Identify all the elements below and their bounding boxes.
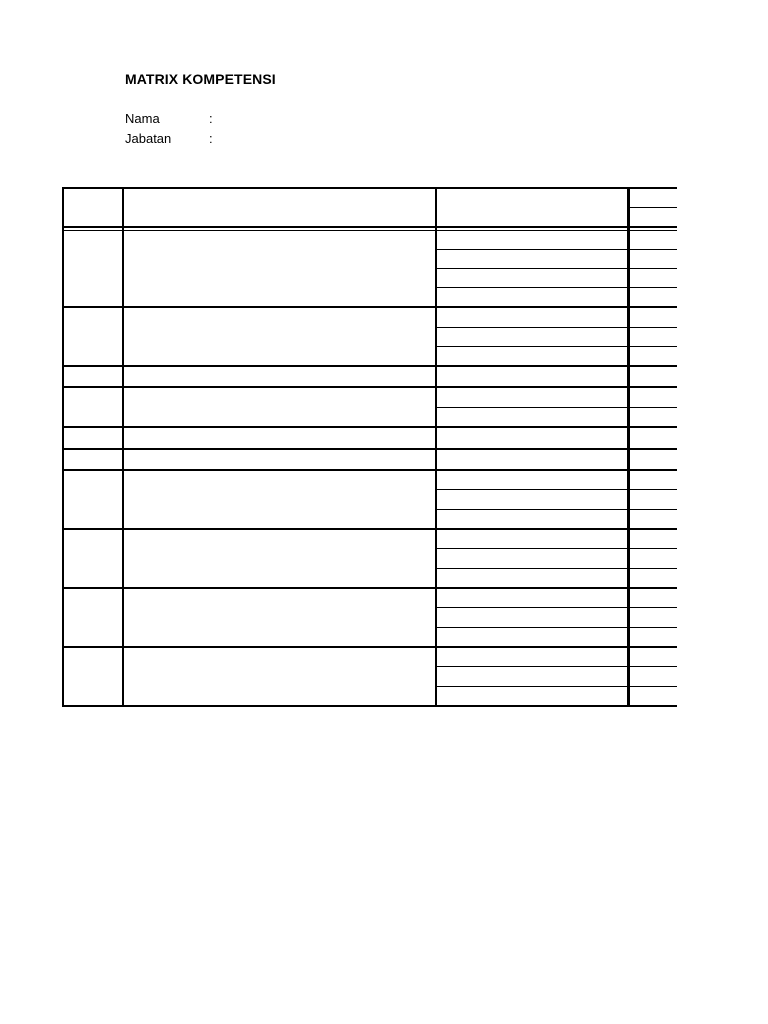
level-1-cell[interactable] bbox=[628, 470, 677, 489]
level-1-cell[interactable] bbox=[628, 229, 677, 249]
kompetensi-item bbox=[436, 568, 628, 588]
kompetensi-item bbox=[436, 666, 628, 686]
row-number bbox=[62, 427, 123, 449]
level-1-cell[interactable] bbox=[628, 427, 677, 449]
header-kompetensi bbox=[436, 187, 628, 227]
level-1-cell[interactable] bbox=[628, 407, 677, 427]
header-double-border bbox=[62, 230, 677, 231]
kompetensi-item bbox=[436, 268, 628, 287]
level-1-cell[interactable] bbox=[628, 529, 677, 548]
level-header-divider bbox=[628, 207, 677, 208]
row-number bbox=[62, 529, 123, 588]
row-number bbox=[62, 470, 123, 529]
level-1-cell[interactable] bbox=[628, 627, 677, 647]
header-job-description bbox=[123, 187, 436, 227]
kompetensi-item bbox=[436, 470, 628, 489]
header-bottom-border bbox=[62, 226, 677, 228]
job-description bbox=[123, 588, 436, 647]
row-number bbox=[62, 366, 123, 387]
competency-table bbox=[62, 187, 677, 707]
row-number bbox=[62, 307, 123, 366]
level-1-cell[interactable] bbox=[628, 346, 677, 366]
kompetensi-item bbox=[436, 449, 628, 470]
kompetensi-item bbox=[436, 489, 628, 509]
level-1-cell[interactable] bbox=[628, 686, 677, 706]
level-1-cell[interactable] bbox=[628, 607, 677, 627]
table-top-border bbox=[62, 187, 677, 189]
kompetensi-item bbox=[436, 307, 628, 327]
kompetensi-item bbox=[436, 366, 628, 387]
kompetensi-item bbox=[436, 529, 628, 548]
header-no bbox=[62, 187, 123, 227]
jabatan-label: Jabatan bbox=[125, 131, 172, 146]
level-1-cell[interactable] bbox=[628, 647, 677, 666]
job-description bbox=[123, 366, 436, 387]
kompetensi-item bbox=[436, 327, 628, 346]
level-1-cell[interactable] bbox=[628, 249, 677, 268]
level-1-cell[interactable] bbox=[628, 307, 677, 327]
level-1-cell[interactable] bbox=[628, 588, 677, 607]
job-description bbox=[123, 229, 436, 307]
job-description bbox=[123, 307, 436, 366]
group-bottom-border bbox=[62, 705, 677, 707]
kompetensi-item bbox=[436, 249, 628, 268]
header-level-1 bbox=[648, 207, 677, 227]
job-description bbox=[123, 529, 436, 588]
level-1-cell[interactable] bbox=[628, 449, 677, 470]
level-1-cell[interactable] bbox=[628, 548, 677, 568]
column-border-kompetensi bbox=[627, 187, 630, 706]
level-1-cell[interactable] bbox=[628, 327, 677, 346]
kompetensi-item bbox=[436, 607, 628, 627]
kompetensi-item bbox=[436, 407, 628, 427]
column-border-job bbox=[435, 187, 437, 706]
level-1-cell[interactable] bbox=[628, 287, 677, 307]
kompetensi-item bbox=[436, 287, 628, 307]
kompetensi-item bbox=[436, 229, 628, 249]
level-1-cell[interactable] bbox=[628, 366, 677, 387]
table-left-border bbox=[62, 187, 64, 706]
kompetensi-item bbox=[436, 647, 628, 666]
level-1-cell[interactable] bbox=[628, 666, 677, 686]
nama-label: Nama bbox=[125, 111, 160, 126]
row-number bbox=[62, 647, 123, 706]
job-description bbox=[123, 449, 436, 470]
job-description bbox=[123, 647, 436, 706]
kompetensi-item bbox=[436, 346, 628, 366]
job-description bbox=[123, 387, 436, 427]
row-number bbox=[62, 387, 123, 427]
page-title: MATRIX KOMPETENSI bbox=[125, 71, 276, 87]
kompetensi-item bbox=[436, 588, 628, 607]
job-description bbox=[123, 470, 436, 529]
kompetensi-item bbox=[436, 627, 628, 647]
competency-table-grid bbox=[62, 187, 677, 707]
row-number bbox=[62, 588, 123, 647]
header-level bbox=[650, 187, 677, 207]
jabatan-colon: : bbox=[209, 131, 213, 146]
level-1-cell[interactable] bbox=[628, 509, 677, 529]
kompetensi-item bbox=[436, 509, 628, 529]
row-number bbox=[62, 449, 123, 470]
job-description bbox=[123, 427, 436, 449]
kompetensi-item bbox=[436, 427, 628, 449]
nama-colon: : bbox=[209, 111, 213, 126]
level-1-cell[interactable] bbox=[628, 268, 677, 287]
level-1-cell[interactable] bbox=[628, 568, 677, 588]
row-number bbox=[62, 229, 123, 307]
level-1-cell[interactable] bbox=[628, 489, 677, 509]
kompetensi-item bbox=[436, 686, 628, 706]
level-1-cell[interactable] bbox=[628, 387, 677, 407]
kompetensi-item bbox=[436, 548, 628, 568]
column-border-no bbox=[122, 187, 124, 706]
kompetensi-item bbox=[436, 387, 628, 407]
